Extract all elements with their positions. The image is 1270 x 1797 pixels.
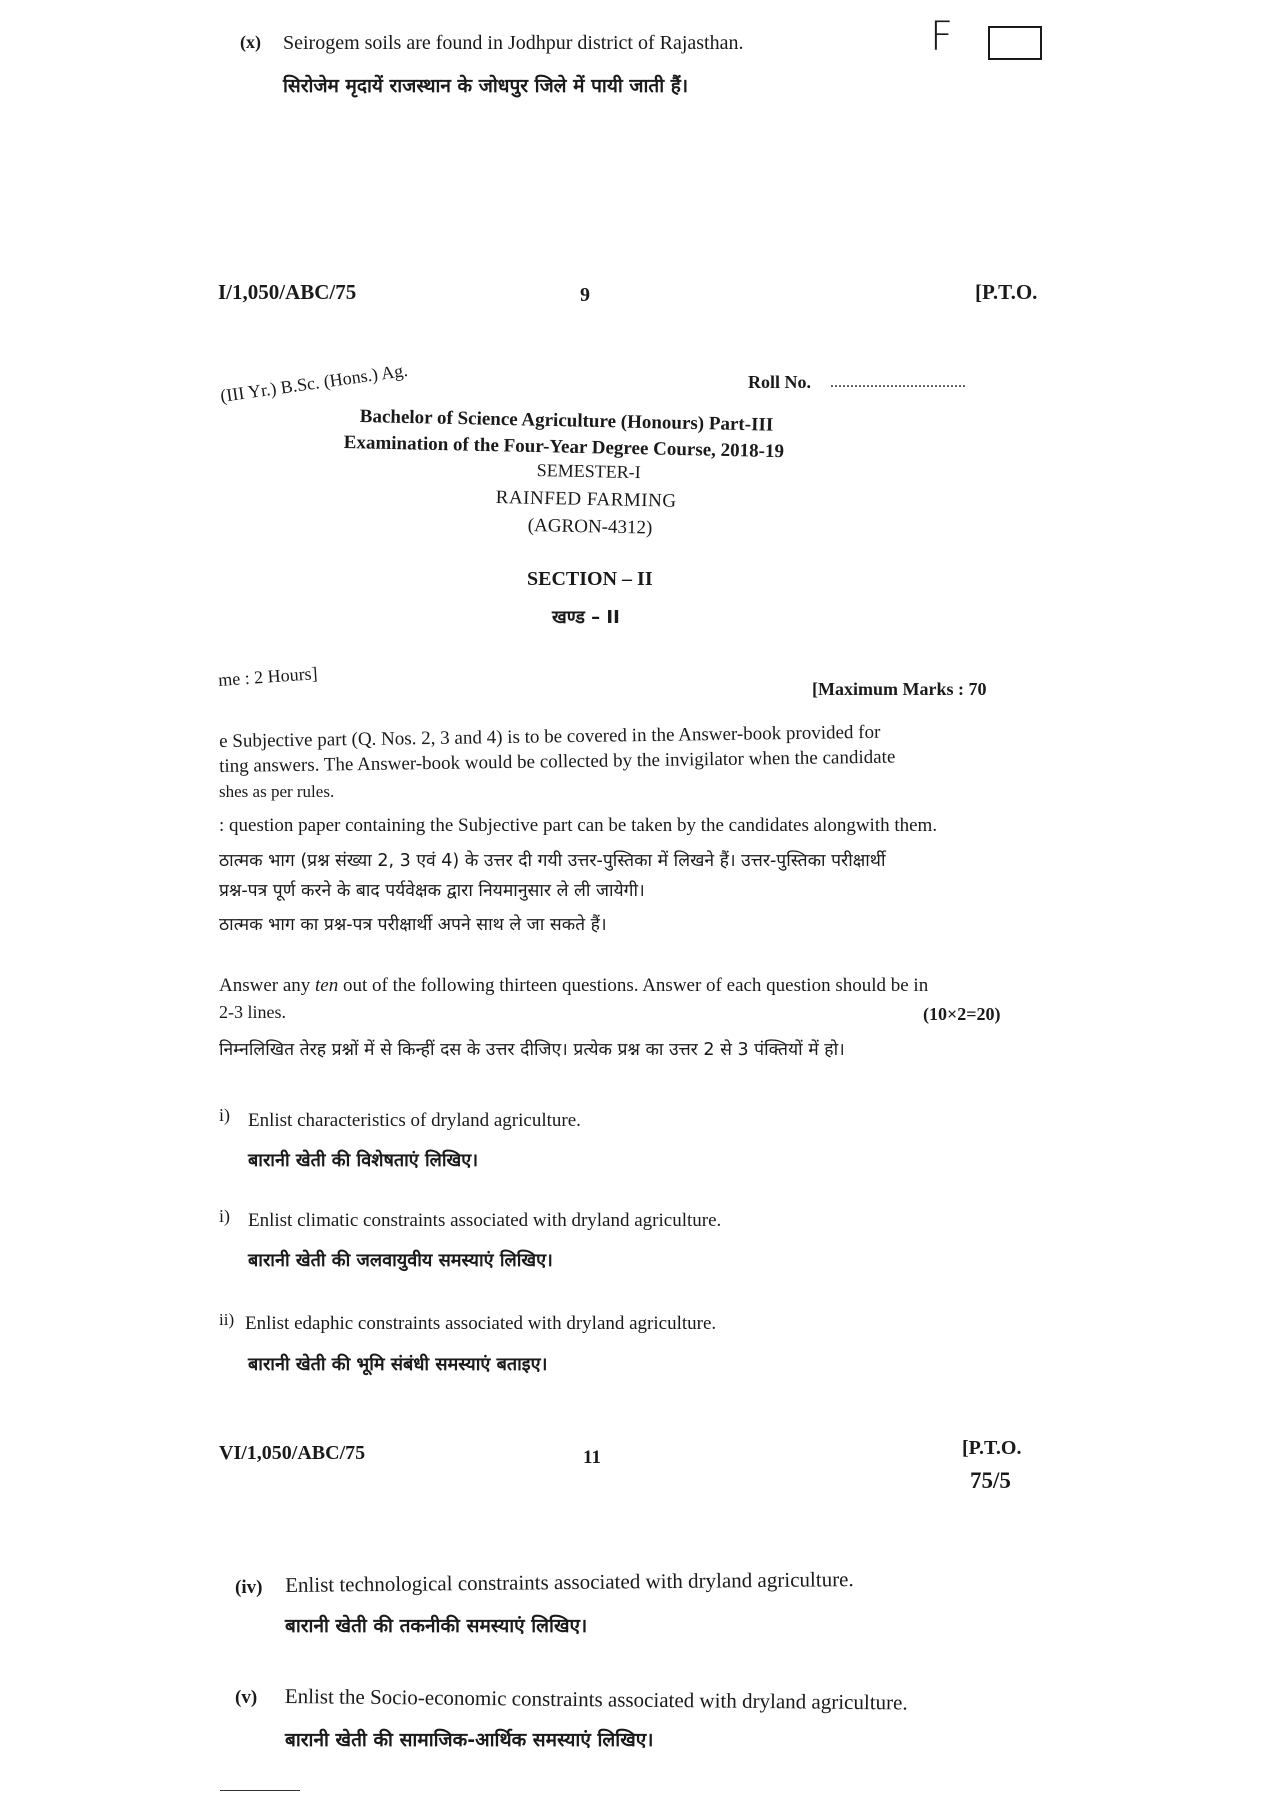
question-x-hindi: सिरोजेम मृदायें राजस्थान के जोधपुर जिले में पायी जाती हैं। xyxy=(283,75,689,97)
question-intro-hindi: निम्नलिखित तेरह प्रश्नों में से किन्हीं दस के उत्तर दीजिए। प्रत्येक प्रश्न का उत्तर 2 से 3 पंक्तियों में हो। xyxy=(219,1040,845,1060)
instruction-1-hindi-line-2: प्रश्न-पत्र पूर्ण करने के बाद पर्यवेक्षक द्वारा नियमानुसार ले ली जायेगी। xyxy=(219,881,645,901)
course-short: (III Yr.) B.Sc. (Hons.) Ag. xyxy=(219,359,409,407)
semester-label: SEMESTER-I xyxy=(536,460,641,483)
question-1-text: Enlist characteristics of dryland agriculture. xyxy=(248,1110,581,1131)
question-4-number: (iv) xyxy=(235,1577,263,1598)
question-intro-line-1 xyxy=(219,975,928,997)
footer2-page-number: 11 xyxy=(583,1447,601,1468)
footer-code: I/1,050/ABC/75 xyxy=(218,280,357,304)
question-1-hindi: बारानी खेती की विशेषताएं लिखिए। xyxy=(248,1150,479,1171)
footer-pto: [P.T.O. xyxy=(975,280,1038,304)
footer2-code: VI/1,050/ABC/75 xyxy=(219,1442,366,1464)
question-3-hindi: बारानी खेती की भूमि संबंधी समस्याएं बताइए। xyxy=(248,1354,548,1375)
instruction-2-hindi: ठात्मक भाग का प्रश्न-पत्र परीक्षार्थी अपने साथ ले जा सकते हैं। xyxy=(219,915,607,935)
instruction-1-hindi-line-1: ठात्मक भाग (प्रश्न संख्या 2, 3 एवं 4) के उत्तर दी गयी उत्तर-पुस्तिका में लिखने हैं। उत्तर-पुस्तिका परीक्षार्थी xyxy=(219,851,886,871)
footer-page-number: 9 xyxy=(580,284,590,306)
question-intro-emphasis: ten xyxy=(315,975,339,996)
question-intro-marks: (10×2=20) xyxy=(923,1004,1001,1024)
question-3-number: ii) xyxy=(219,1310,235,1329)
question-5-hindi: बारानी खेती की सामाजिक-आर्थिक समस्याएं लिखिए। xyxy=(285,1729,654,1751)
subject-code: (AGRON-4312) xyxy=(527,515,653,539)
instruction-1-line-1: e Subjective part (Q. Nos. 2, 3 and 4) is to be covered in the Answer-book provided for xyxy=(219,721,881,752)
question-2-text: Enlist climatic constraints associated with dryland agriculture. xyxy=(248,1210,722,1231)
section-title: SECTION – II xyxy=(527,568,653,590)
answer-box xyxy=(988,26,1042,60)
section-title-hindi: खण्ड – II xyxy=(552,607,620,628)
question-intro-post: out of the following thirteen questions. Answer of each question should be in xyxy=(343,975,929,996)
maximum-marks: [Maximum Marks : 70 xyxy=(812,679,987,699)
question-2-hindi: बारानी खेती की जलवायुवीय समस्याएं लिखिए। xyxy=(248,1250,553,1271)
examination-title: Examination of the Four-Year Degree Course, 2018-19 xyxy=(343,432,785,463)
question-intro-line-2: 2-3 lines. xyxy=(219,1002,286,1022)
time-allowed: me : 2 Hours] xyxy=(217,663,319,691)
question-4-text: Enlist technological constraints associated with dryland agriculture. xyxy=(285,1567,854,1597)
bottom-rule xyxy=(220,1790,300,1791)
instruction-2: : question paper containing the Subjective part can be taken by the candidates alongwith them. xyxy=(219,815,938,836)
footer2-reference: 75/5 xyxy=(970,1468,1011,1493)
answer-mark: F xyxy=(930,14,954,60)
question-1-number: i) xyxy=(219,1105,230,1125)
footer2-pto: [P.T.O. xyxy=(962,1437,1022,1459)
roll-number-field[interactable]: .................................. xyxy=(830,374,966,391)
instruction-1-line-3: shes as per rules. xyxy=(219,782,335,801)
question-x-number: (x) xyxy=(240,32,261,52)
roll-label: Roll No. xyxy=(748,372,811,392)
subject-title: RAINFED FARMING xyxy=(495,487,677,512)
instruction-1-line-2: ting answers. The Answer-book would be collected by the invigilator when the candidate xyxy=(219,746,896,777)
degree-title: Bachelor of Science Agriculture (Honours) Part-III xyxy=(359,406,774,436)
question-intro-pre: Answer any xyxy=(219,975,311,996)
question-2-number: i) xyxy=(219,1206,230,1226)
question-5-number: (v) xyxy=(235,1687,258,1708)
question-x-text: Seirogem soils are found in Jodhpur district of Rajasthan. xyxy=(283,32,744,54)
question-5-text: Enlist the Socio-economic constraints associated with dryland agriculture. xyxy=(284,1684,908,1715)
question-4-hindi: बारानी खेती की तकनीकी समस्याएं लिखिए। xyxy=(285,1615,588,1637)
question-3-text: Enlist edaphic constraints associated with dryland agriculture. xyxy=(245,1313,717,1334)
